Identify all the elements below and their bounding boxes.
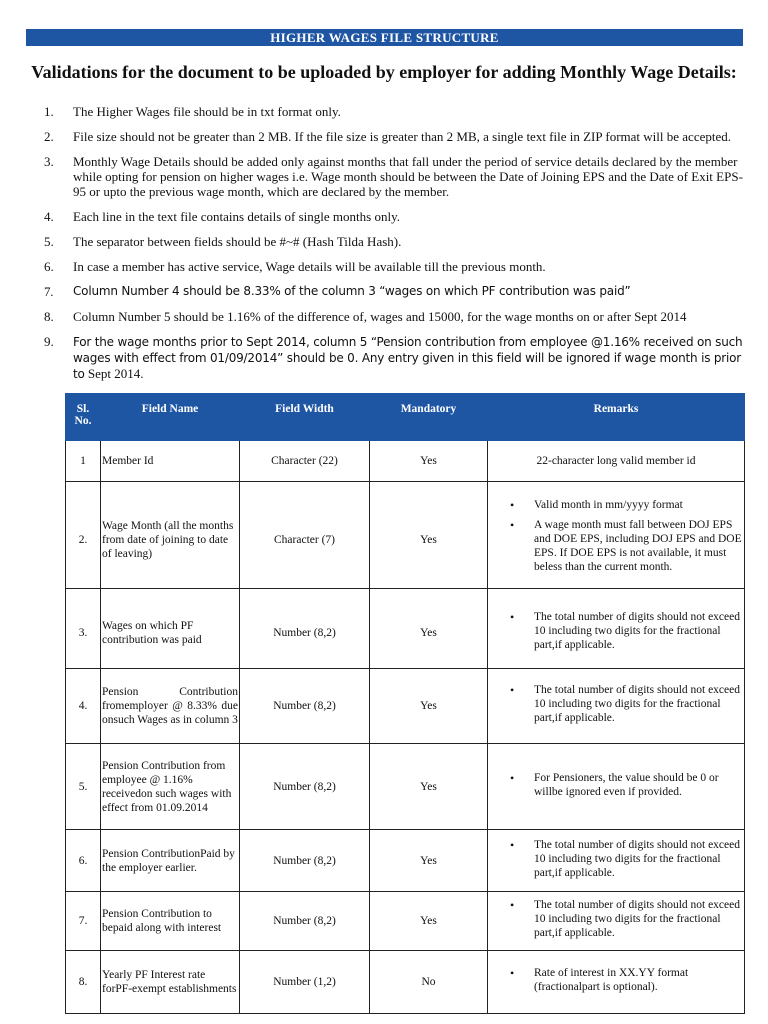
- rule-item: [26, 334, 751, 382]
- cell-sl-no: 6.: [66, 830, 101, 892]
- rule-text: Column Number 5 should be 1.16% of the difference of, wages and 15000, for the wage months on or after Sept 2014: [73, 309, 687, 324]
- cell-mandatory: Yes: [370, 744, 488, 830]
- cell-field-name: Wage Month (all the months from date of joining to date of leaving): [101, 482, 240, 589]
- cell-field-width: Number (8,2): [240, 892, 370, 951]
- rule-number: 5.: [44, 234, 54, 249]
- document-heading: Validations for the document to be uploaded by employer for adding Monthly Wage Details:: [31, 62, 737, 82]
- cell-field-width: Character (22): [240, 441, 370, 482]
- remark-bullet: • Rate of interest in XX.YY format (fractionalpart is optional).: [534, 966, 743, 994]
- cell-field-name: Pension Contribution from employee @ 1.16% receivedon such wages with effect from 01.09.2014: [101, 744, 240, 830]
- cell-field-name: Yearly PF Interest rate forPF-exempt establishments: [101, 951, 240, 1014]
- table-header-row: [66, 394, 745, 441]
- rule-text: The Higher Wages file should be in txt format only.: [73, 104, 341, 119]
- rule-item: [26, 129, 751, 144]
- cell-field-name: Pension Contribution fromemployer @ 8.33% due onsuch Wages as in column 3: [101, 669, 240, 744]
- cell-mandatory: Yes: [370, 830, 488, 892]
- cell-field-name: Pension ContributionPaid by the employer earlier.: [101, 830, 240, 892]
- cell-sl-no: 8.: [66, 951, 101, 1014]
- cell-sl-no: 1: [66, 441, 101, 482]
- rule-text: Monthly Wage Details should be added only against months that fall under the period of service details declared by the member while opting for pension on higher wages i.e. Wage month should be between the Date of Joining EPS and the Date of Exit EPS-95 or upto the previous wage month, which are declared by the member.: [73, 154, 743, 199]
- rule-item: [26, 104, 751, 119]
- header-mandatory: Mandatory: [370, 394, 488, 441]
- remark-bullet: • The total number of digits should not exceed 10 including two digits for the fractional part,if applicable.: [534, 898, 743, 940]
- rule-text: File size should not be greater than 2 MB. If the file size is greater than 2 MB, a single text file in ZIP format will be accepted.: [73, 129, 731, 144]
- table-row: [66, 589, 745, 669]
- cell-sl-no: 7.: [66, 892, 101, 951]
- remark-bullet: • Valid month in mm/yyyy format: [534, 498, 743, 512]
- cell-sl-no: 4.: [66, 669, 101, 744]
- rule-number: 6.: [44, 259, 54, 274]
- cell-remarks: [488, 951, 745, 1014]
- cell-field-width: Number (8,2): [240, 589, 370, 669]
- cell-mandatory: Yes: [370, 892, 488, 951]
- cell-remarks: [488, 482, 745, 589]
- cell-sl-no: 5.: [66, 744, 101, 830]
- cell-remarks: [488, 892, 745, 951]
- rule-item: [26, 209, 751, 224]
- remark-bullet: • For Pensioners, the value should be 0 or willbe ignored even if provided.: [534, 771, 743, 799]
- cell-remarks: 22-character long valid member id: [488, 441, 745, 482]
- table-row: [66, 482, 745, 589]
- rule-item: [26, 234, 751, 249]
- cell-remarks: [488, 669, 745, 744]
- cell-field-width: Number (8,2): [240, 744, 370, 830]
- header-field-width: Field Width: [240, 394, 370, 441]
- rule-item: [26, 309, 751, 324]
- rule-text-tail: Sept 2014.: [84, 366, 144, 381]
- rule-number: 7.: [44, 284, 54, 299]
- cell-remarks: [488, 589, 745, 669]
- cell-remarks: [488, 830, 745, 892]
- table-row: [66, 830, 745, 892]
- cell-field-width: Character (7): [240, 482, 370, 589]
- remark-bullet: • The total number of digits should not exceed 10 including two digits for the fractional part,if applicable.: [534, 838, 743, 880]
- cell-remarks: [488, 744, 745, 830]
- cell-field-width: Number (8,2): [240, 830, 370, 892]
- remark-bullet: • The total number of digits should not exceed 10 including two digits for the fractional part,if applicable.: [534, 683, 743, 725]
- rule-number: 9.: [44, 334, 54, 349]
- table-row: [66, 951, 745, 1014]
- remark-bullet: • A wage month must fall between DOJ EPS and DOE EPS, including DOJ EPS and DOE EPS. If DOE EPS is not available, it must beless than the current month.: [534, 518, 743, 574]
- remark-bullet: • The total number of digits should not exceed 10 including two digits for the fractional part,if applicable.: [534, 610, 743, 652]
- rule-item: [26, 284, 751, 299]
- cell-mandatory: Yes: [370, 589, 488, 669]
- table-row: [66, 744, 745, 830]
- cell-field-name: Wages on which PF contribution was paid: [101, 589, 240, 669]
- rule-text: Each line in the text file contains details of single months only.: [73, 209, 400, 224]
- file-structure-table: [65, 393, 745, 1014]
- cell-mandatory: Yes: [370, 669, 488, 744]
- cell-field-width: Number (8,2): [240, 669, 370, 744]
- table-row: [66, 441, 745, 482]
- rule-text: For the wage months prior to Sept 2014, column 5 “Pension contribution from employee @1.16% received on such wages with effect from 01/09/2014” should be 0. Any entry given in this field will be ignored if wage month is prior to: [73, 335, 743, 381]
- cell-field-name: Member Id: [101, 441, 240, 482]
- cell-mandatory: Yes: [370, 441, 488, 482]
- rule-text: Column Number 4 should be 8.33% of the column 3 “wages on which PF contribution was paid”: [73, 284, 631, 298]
- cell-sl-no: 2.: [66, 482, 101, 589]
- table-row: [66, 669, 745, 744]
- table-row: [66, 892, 745, 951]
- header-remarks: Remarks: [488, 394, 745, 441]
- document-banner: HIGHER WAGES FILE STRUCTURE: [26, 29, 743, 46]
- rule-number: 3.: [44, 154, 54, 169]
- rule-number: 4.: [44, 209, 54, 224]
- rule-number: 1.: [44, 104, 54, 119]
- rule-item: [26, 154, 751, 199]
- rule-number: 2.: [44, 129, 54, 144]
- rule-text: In case a member has active service, Wage details will be available till the previous month.: [73, 259, 546, 274]
- cell-sl-no: 3.: [66, 589, 101, 669]
- cell-field-name: Pension Contribution to bepaid along with interest: [101, 892, 240, 951]
- cell-field-width: Number (1,2): [240, 951, 370, 1014]
- rule-item: [26, 259, 751, 274]
- rule-number: 8.: [44, 309, 54, 324]
- header-field-name: Field Name: [101, 394, 240, 441]
- validation-rules-list: [26, 104, 751, 392]
- header-sl-no: Sl. No.: [66, 394, 101, 441]
- cell-mandatory: No: [370, 951, 488, 1014]
- rule-text: The separator between fields should be #~# (Hash Tilda Hash).: [73, 234, 402, 249]
- cell-mandatory: Yes: [370, 482, 488, 589]
